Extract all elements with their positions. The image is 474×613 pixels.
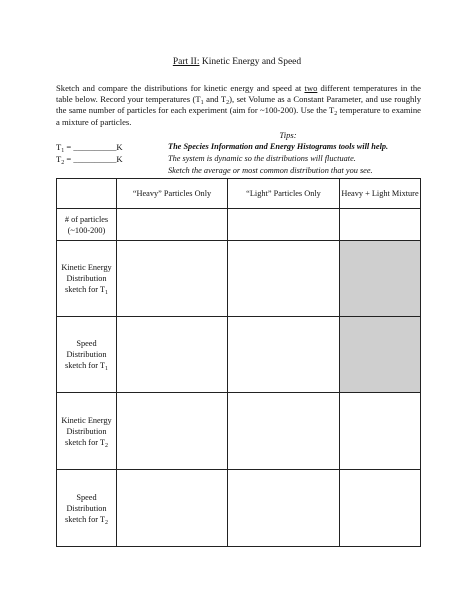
row-label-particles-line1: # of particles — [64, 214, 109, 224]
row-label-ke-t2-sub: 2 — [104, 442, 108, 449]
cell-particles-mixture[interactable] — [340, 209, 421, 241]
tip-dynamic: The system is dynamic so the distributions will fluctuate. — [168, 154, 356, 163]
header-mixture: Heavy + Light Mixture — [340, 179, 421, 209]
row-label-speed-t1 — [57, 317, 117, 393]
row-label-particles — [57, 209, 117, 241]
intro-underlined-two: two — [304, 83, 318, 93]
cell-speed-t1-light[interactable] — [228, 317, 340, 393]
row-label-particles-line2: (~100-200) — [67, 225, 106, 235]
page-title-rest: Kinetic Energy and Speed — [199, 57, 302, 67]
tips-label: Tips: — [279, 130, 297, 140]
row-label-ke-t2 — [57, 393, 117, 470]
t2-sub: 2 — [61, 160, 65, 166]
cell-ke-t2-heavy[interactable] — [117, 393, 228, 470]
instructions-paragraph — [56, 83, 421, 128]
cell-speed-t2-heavy[interactable] — [117, 470, 228, 547]
intro-text-5: temperature to examine a mixture of particles. — [56, 105, 421, 127]
t1-sub: 1 — [61, 148, 65, 154]
intro-text-4: ), set Volume as a Constant Parameter, and use roughly the same number of particles for each experiment (aim for ~100-200). Use the T — [56, 94, 422, 116]
cell-ke-t1-light[interactable] — [228, 241, 340, 317]
cell-speed-t2-mixture[interactable] — [340, 470, 421, 547]
cell-speed-t1-heavy[interactable] — [117, 317, 228, 393]
intro-sub-1: 1 — [200, 100, 204, 107]
table-row — [57, 393, 421, 470]
table-row — [57, 209, 421, 241]
row-label-speed-t1-sub: 1 — [104, 366, 108, 372]
header-heavy: “Heavy” Particles Only — [117, 179, 228, 209]
t1-var: T — [56, 142, 62, 152]
cell-ke-t1-mixture-shaded — [340, 241, 421, 317]
t1-entry-line[interactable] — [56, 142, 123, 152]
header-corner-cell — [57, 179, 117, 209]
intro-text-2: different temperatures in the table below. Record your temperatures (T — [56, 83, 422, 105]
header-light: “Light” Particles Only — [228, 179, 340, 209]
cell-speed-t2-light[interactable] — [228, 470, 340, 547]
table-row — [57, 241, 421, 317]
row-label-ke-t1-sub: 1 — [104, 290, 108, 296]
t2-blank: = __________K — [64, 154, 123, 164]
table-row — [57, 470, 421, 547]
distribution-table — [56, 178, 421, 547]
t2-entry-line[interactable] — [56, 154, 123, 164]
page-title — [0, 57, 474, 67]
tip-tools: The Species Information and Energy Histograms tools will help. — [168, 142, 389, 151]
t2-var: T — [56, 154, 62, 164]
row-label-speed-t2-sub: 2 — [104, 519, 108, 526]
cell-ke-t2-mixture[interactable] — [340, 393, 421, 470]
tip-sketch-average: Sketch the average or most common distribution that you see. — [168, 166, 373, 175]
row-label-speed-t1-text: Speed Distribution sketch for T — [65, 339, 107, 370]
table-row — [57, 317, 421, 393]
row-label-speed-t2-text: Speed Distribution sketch for T — [65, 492, 107, 524]
row-label-ke-t1-text: Kinetic Energy Distribution sketch for T — [61, 263, 112, 294]
row-label-ke-t1 — [57, 241, 117, 317]
row-label-speed-t2 — [57, 470, 117, 547]
intro-sub-3: 2 — [334, 111, 338, 118]
table-header-row — [57, 179, 421, 209]
page-title-prefix: Part II: — [172, 57, 200, 67]
cell-particles-light[interactable] — [228, 209, 340, 241]
cell-speed-t1-mixture-shaded — [340, 317, 421, 393]
cell-particles-heavy[interactable] — [117, 209, 228, 241]
intro-sub-2: 2 — [226, 100, 230, 107]
intro-text-1: Sketch and compare the distributions for kinetic energy and speed at — [56, 83, 305, 93]
cell-ke-t2-light[interactable] — [228, 393, 340, 470]
cell-ke-t1-heavy[interactable] — [117, 241, 228, 317]
row-label-ke-t2-text: Kinetic Energy Distribution sketch for T — [61, 415, 112, 447]
intro-text-3: and T — [203, 94, 227, 105]
t1-blank: = __________K — [64, 142, 123, 152]
